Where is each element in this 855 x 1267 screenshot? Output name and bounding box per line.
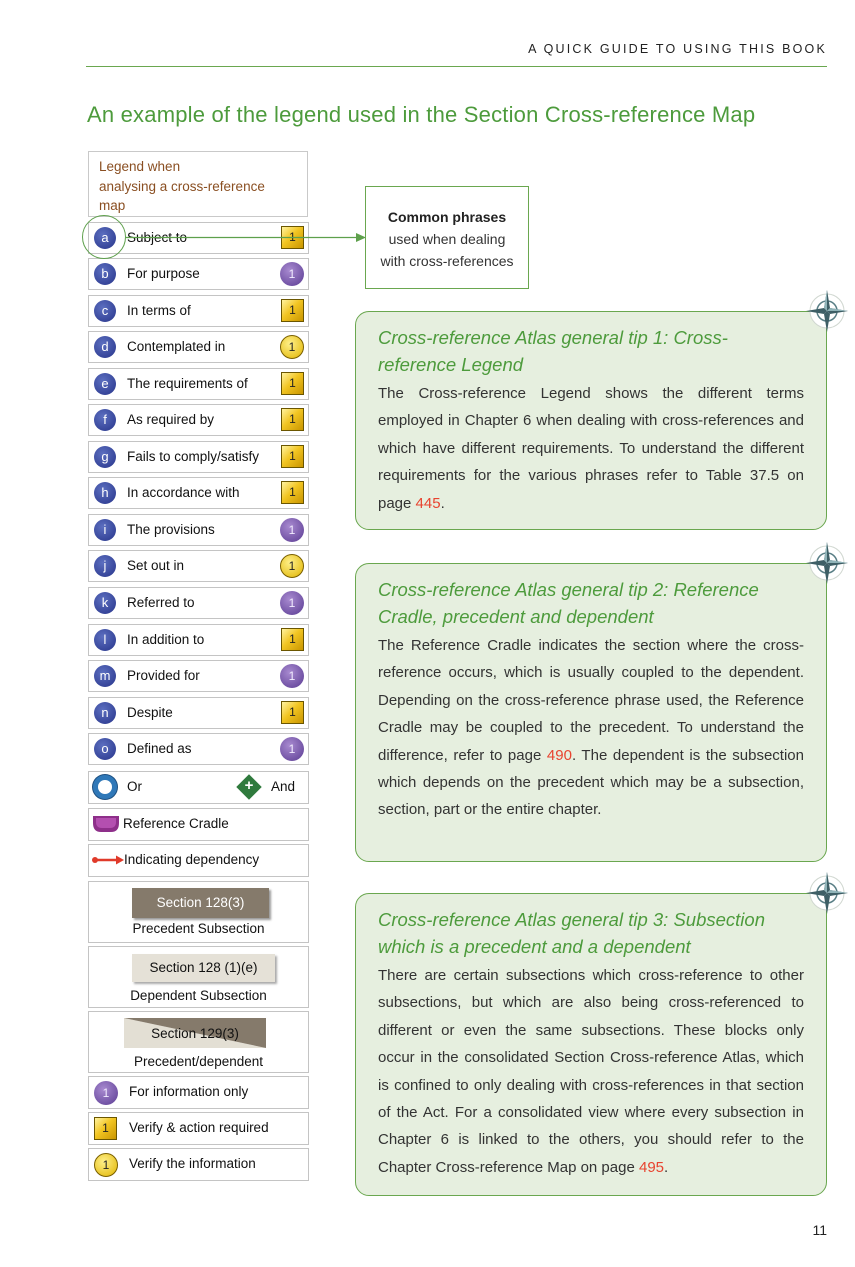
cradle-icon — [92, 814, 122, 834]
legend-heading — [88, 151, 308, 217]
legend-row — [88, 733, 309, 765]
purple-circle-icon: 1 — [94, 1081, 118, 1105]
legend-row-label: Defined as — [127, 741, 192, 756]
common-phrases-box — [365, 186, 529, 289]
letter-badge-icon: f — [94, 409, 116, 431]
precedent-section-label: Section 128(3) — [156, 895, 245, 910]
purple-circle-icon: 1 — [280, 591, 304, 615]
legend-row-label: Referred to — [127, 595, 195, 610]
letter-badge-icon: n — [94, 702, 116, 724]
letter-badge-icon: l — [94, 629, 116, 651]
legend-row — [88, 295, 309, 327]
legend-row-label: In terms of — [127, 303, 191, 318]
legend-row — [88, 550, 309, 582]
legend-row-dependency — [88, 844, 309, 877]
legend-row-label: The provisions — [127, 522, 215, 537]
purple-circle-icon: 1 — [280, 664, 304, 688]
common-phrases-title: Common phrases — [387, 209, 507, 225]
gold-square-icon: 1 — [281, 445, 304, 468]
letter-badge-icon: d — [94, 336, 116, 358]
dependency-arrow-icon — [91, 854, 125, 866]
legend-row-label: For purpose — [127, 266, 200, 281]
page-link[interactable]: 495 — [638, 1158, 665, 1176]
legend-row — [88, 624, 309, 656]
legend-row-info — [88, 1076, 309, 1109]
or-ring-icon — [93, 775, 117, 799]
letter-badge-icon: i — [94, 519, 116, 541]
letter-badge-icon: h — [94, 482, 116, 504]
header-rule — [86, 66, 827, 67]
tip-text: The Cross-reference Legend shows the different terms employed in Chapter 6 when dealing with cross-references and which have different requirements. To understand the different requirements for the various phrases refer to Table 37.5 on page — [378, 385, 804, 512]
dependent-section-block — [132, 954, 275, 982]
pd-caption: Precedent/dependent — [133, 1054, 264, 1069]
legend-row — [88, 660, 309, 692]
tip-title: Cross-reference Atlas general tip 1: Cross-reference Legend — [378, 327, 728, 375]
gold-square-icon: 1 — [281, 372, 304, 395]
tip-body — [378, 380, 804, 517]
legend-row-label: Despite — [127, 705, 173, 720]
page-link[interactable]: 445 — [415, 494, 441, 512]
purple-circle-icon: 1 — [280, 262, 304, 286]
tip-title: Cross-reference Atlas general tip 2: Reference Cradle, precedent and dependent — [378, 579, 759, 627]
legend-row — [88, 368, 309, 400]
gold-square-icon: 1 — [281, 481, 304, 504]
gold-square-icon: 1 — [281, 299, 304, 322]
tip-body — [378, 962, 804, 1181]
tip-box-2 — [355, 563, 827, 862]
legend-row — [88, 441, 309, 473]
compass-icon — [805, 871, 849, 915]
legend-row — [88, 331, 309, 363]
legend-row-precedent — [88, 881, 309, 943]
tip-title: Cross-reference Atlas general tip 3: Subsection which is a precedent and a dependent — [378, 909, 765, 957]
legend-row-label: In accordance with — [127, 485, 240, 500]
legend-row — [88, 697, 309, 729]
tip-box-3 — [355, 893, 827, 1196]
page-title: An example of the legend used in the Section Cross-reference Map — [87, 102, 756, 127]
tip-text-end: . The dependent is the subsection which depends on the precedent which may be a subsection, section, part or the entire chapter. — [378, 746, 804, 819]
verify-action-label: Verify & action required — [129, 1120, 269, 1135]
precedent-section-block — [132, 888, 269, 918]
legend-heading-line: analysing a cross-reference — [99, 178, 265, 194]
legend-row — [88, 258, 309, 290]
legend-row-verify-action — [88, 1112, 309, 1145]
gold-square-icon: 1 — [281, 226, 304, 249]
legend-row — [88, 404, 309, 436]
legend-row-verify-info — [88, 1148, 309, 1181]
legend-heading-line: map — [99, 198, 126, 213]
or-label: Or — [127, 779, 142, 794]
precedent-caption: Precedent Subsection — [132, 921, 265, 936]
letter-badge-icon: c — [94, 300, 116, 322]
and-label: And — [271, 779, 296, 794]
page-link[interactable]: 490 — [546, 746, 572, 764]
dependent-caption: Dependent Subsection — [130, 988, 267, 1003]
pd-section-label: Section 129(3) — [151, 1026, 239, 1041]
legend-row-cradle — [88, 808, 309, 841]
info-label: For information only — [129, 1084, 249, 1099]
legend-heading-line: Legend when — [99, 159, 181, 174]
yellow-circle-icon: 1 — [280, 335, 304, 359]
letter-badge-icon: k — [94, 592, 116, 614]
legend-row-label: Set out in — [127, 558, 185, 573]
tip-text: There are certain subsections which cross-reference to other subsections, but which are also being cross-referenced to different or even the same subsections. These blocks only occur in the consolidated Section Cross-reference Atlas, which is confined to only dealing with cross-references in that section of the Act. For a consolidated view where every subsection in Chapter 6 is linked to the others, you should refer to the Chapter Cross-reference Map on page — [378, 967, 804, 1176]
letter-badge-icon: a — [94, 227, 116, 249]
verify-info-label: Verify the information — [129, 1156, 256, 1171]
tip-text: The Reference Cradle indicates the section where the cross-reference occurs, which is usually coupled to the dependent. Depending on the cross-reference phrase used, the Reference Cradle may be coupled to the precedent. To understand the difference, refer to page — [378, 637, 804, 764]
tip-text-end: . — [664, 1158, 669, 1176]
common-phrases-line: used when dealing — [388, 231, 506, 247]
yellow-circle-icon: 1 — [280, 554, 304, 578]
legend-row-label: As required by — [127, 412, 215, 427]
cradle-label: Reference Cradle — [123, 816, 229, 831]
purple-circle-icon: 1 — [280, 737, 304, 761]
tip-text-end: . — [440, 494, 445, 512]
running-header: A QUICK GUIDE TO USING THIS BOOK — [528, 42, 827, 56]
purple-circle-icon: 1 — [280, 518, 304, 542]
legend-row-label: Subject to — [127, 230, 188, 245]
legend-row — [88, 587, 309, 619]
highlight-ring — [82, 215, 126, 259]
letter-badge-icon: e — [94, 373, 116, 395]
dependency-label: Indicating dependency — [124, 852, 260, 867]
gold-square-icon: 1 — [281, 408, 304, 431]
page-number: 11 — [812, 1222, 827, 1238]
legend-row-label: Provided for — [127, 668, 200, 683]
yellow-circle-icon: 1 — [94, 1153, 118, 1177]
legend-row-label: Fails to comply/satisfy — [127, 449, 260, 464]
legend-row-or-and — [88, 771, 309, 804]
letter-badge-icon: j — [94, 555, 116, 577]
legend-row-label: In addition to — [127, 632, 205, 647]
compass-icon — [805, 541, 849, 585]
legend-row-precedent-dependent — [88, 1011, 309, 1073]
letter-badge-icon: b — [94, 263, 116, 285]
gold-square-icon: 1 — [281, 628, 304, 651]
legend-row — [88, 514, 309, 546]
tip-body — [378, 632, 804, 824]
dependent-section-label: Section 128 (1)(e) — [149, 960, 258, 975]
compass-icon — [805, 289, 849, 333]
letter-badge-icon: g — [94, 446, 116, 468]
gold-square-icon: 1 — [94, 1117, 117, 1140]
tip-box-1 — [355, 311, 827, 530]
letter-badge-icon: m — [94, 665, 116, 687]
common-phrases-line: with cross-references — [380, 253, 514, 269]
legend-row — [88, 477, 309, 509]
letter-badge-icon: o — [94, 738, 116, 760]
legend-row-dependent — [88, 946, 309, 1008]
gold-square-icon: 1 — [281, 701, 304, 724]
and-plus-icon: + — [244, 777, 254, 794]
legend-row-label: Contemplated in — [127, 339, 226, 354]
legend-row-label: The requirements of — [127, 376, 248, 391]
